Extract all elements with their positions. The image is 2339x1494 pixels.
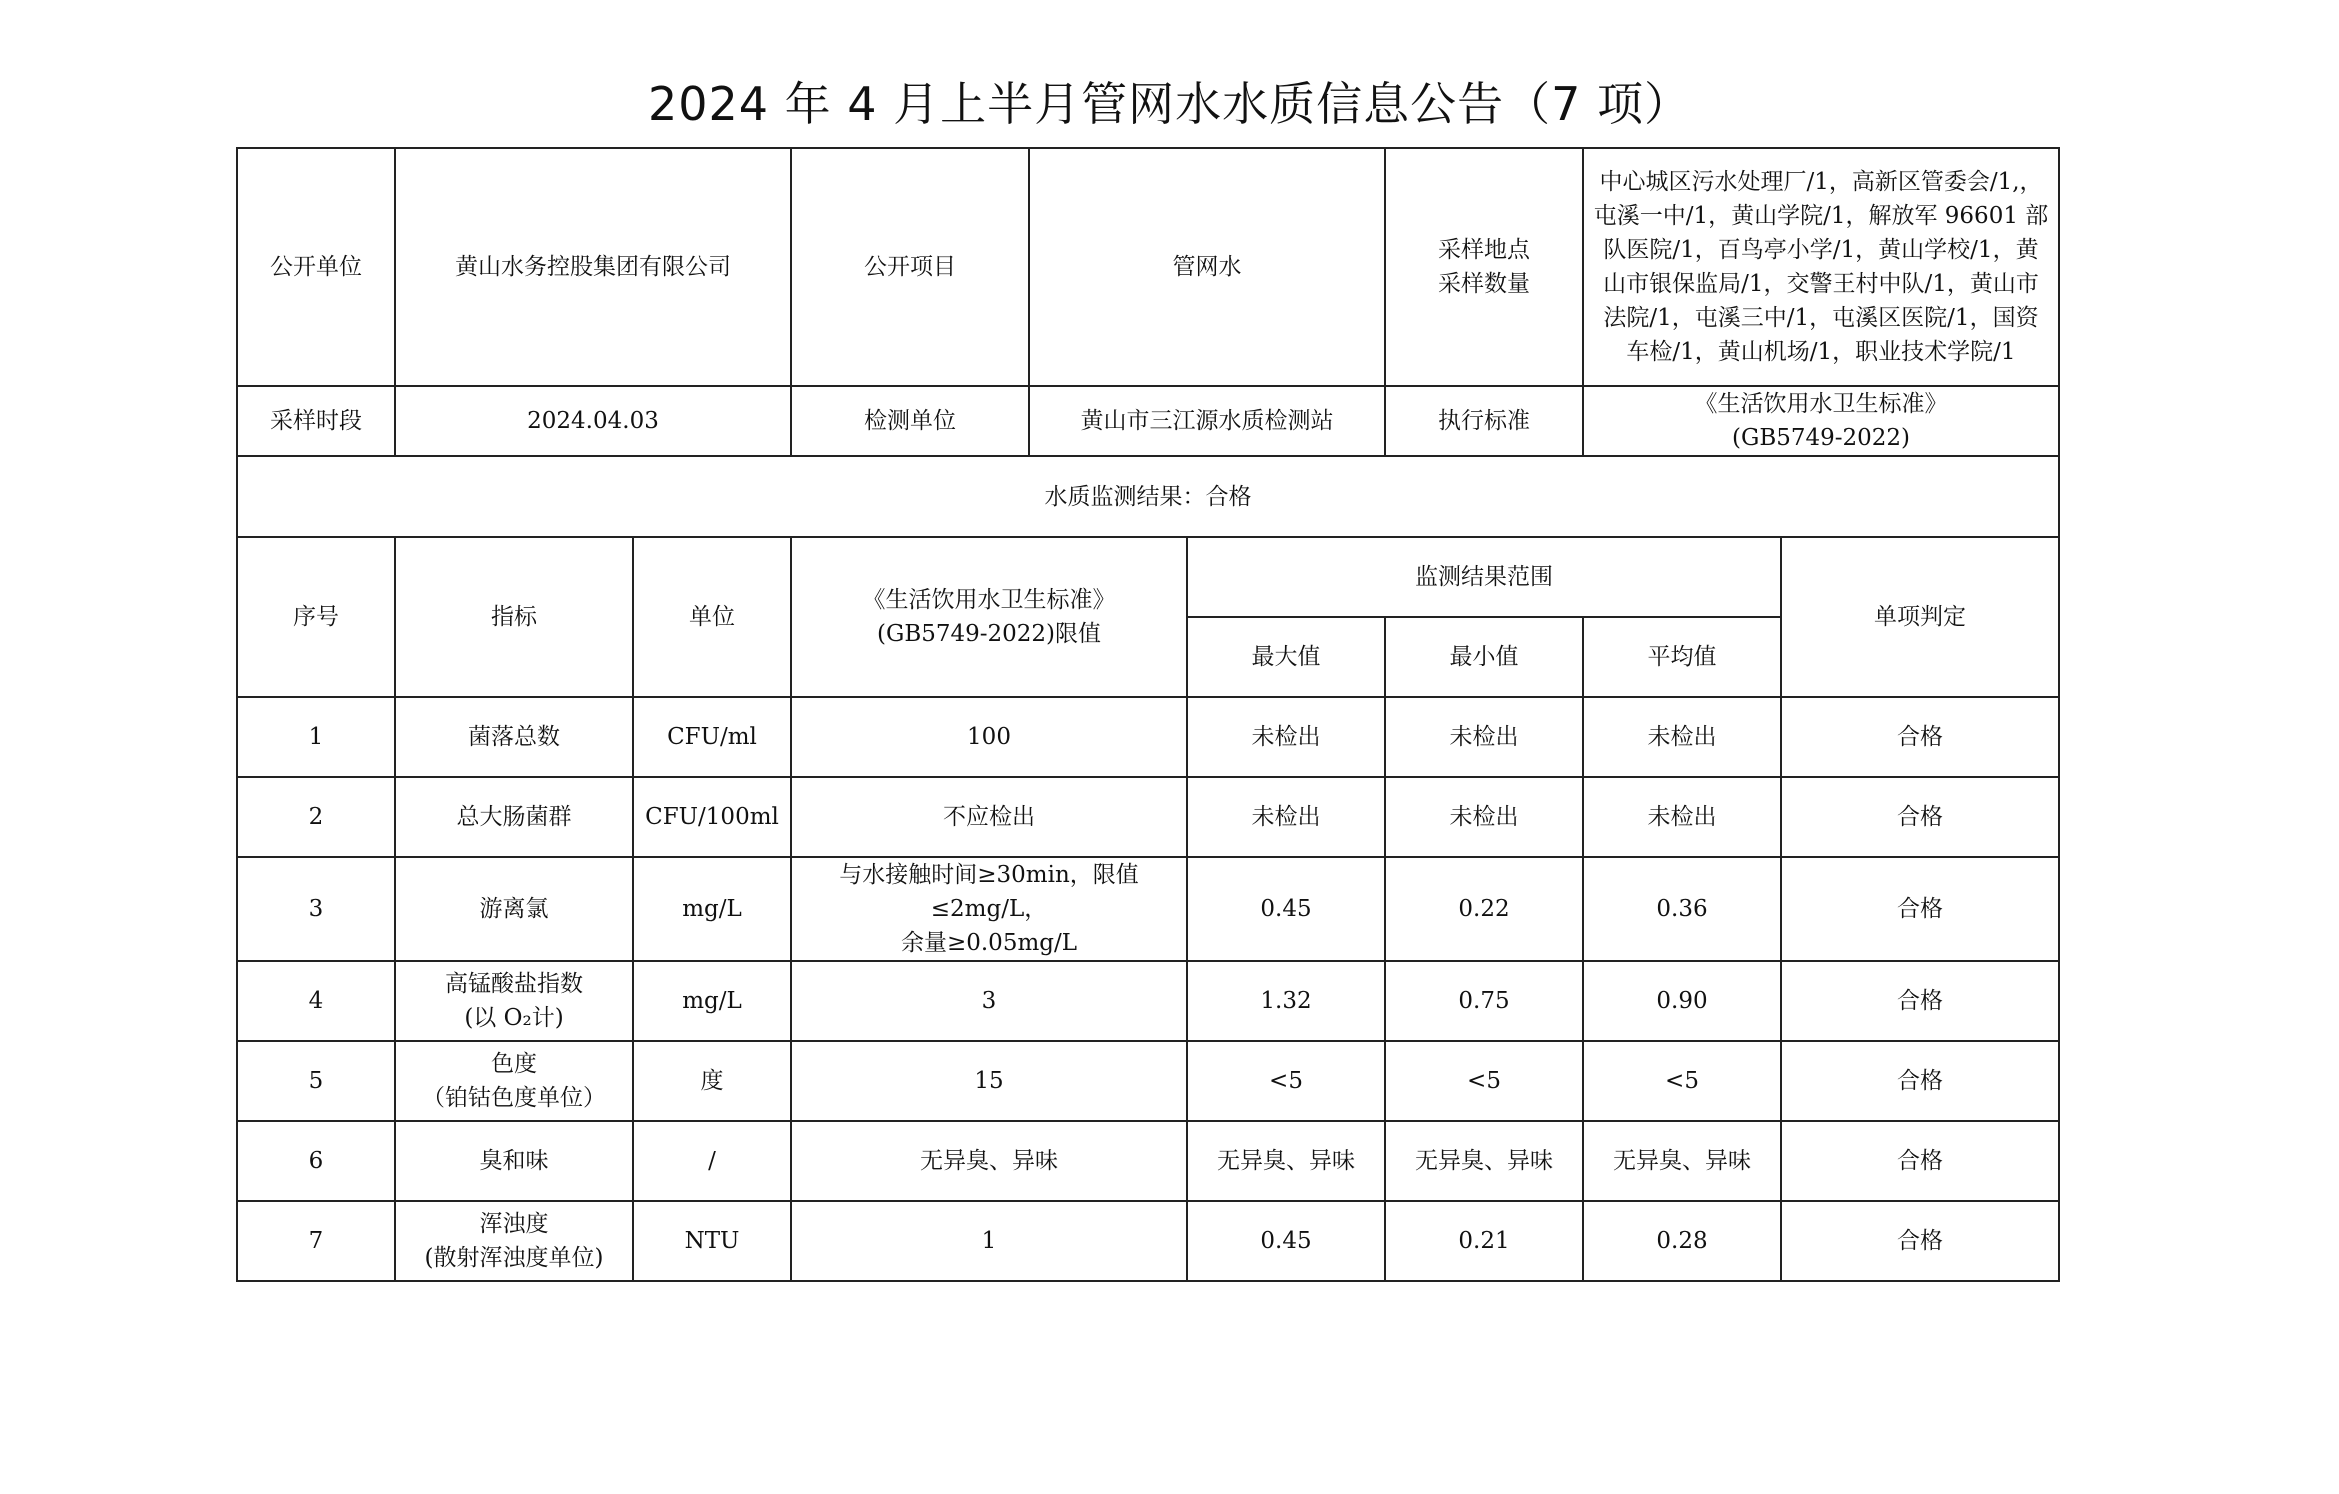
row-min: 0.22 xyxy=(1385,857,1583,961)
row-seq: 6 xyxy=(237,1121,395,1201)
row-seq: 5 xyxy=(237,1041,395,1121)
row-verdict: 合格 xyxy=(1781,697,2059,777)
row-seq: 3 xyxy=(237,857,395,961)
row-limit: 无异臭、异味 xyxy=(791,1121,1187,1201)
row-verdict: 合格 xyxy=(1781,777,2059,857)
row-verdict: 合格 xyxy=(1781,1201,2059,1281)
row-max: 0.45 xyxy=(1187,857,1385,961)
row-indicator xyxy=(395,697,633,777)
standard-label: 执行标准 xyxy=(1385,386,1583,456)
row-limit: 3 xyxy=(791,961,1187,1041)
row-min: 0.21 xyxy=(1385,1201,1583,1281)
header-verdict: 单项判定 xyxy=(1781,537,2059,697)
row-avg: 0.90 xyxy=(1583,961,1781,1041)
header-limit-line1: 《生活饮用水卫生标准》 xyxy=(862,587,1116,613)
row-verdict: 合格 xyxy=(1781,1121,2059,1201)
table-row xyxy=(237,777,2059,857)
row-indicator xyxy=(395,1201,633,1281)
row-unit: / xyxy=(633,1121,791,1201)
indicator-name: 臭和味 xyxy=(479,1148,549,1174)
standard-value xyxy=(1583,386,2059,456)
row-avg: 0.28 xyxy=(1583,1201,1781,1281)
indicator-name: 色度 xyxy=(491,1051,537,1077)
row-avg: 无异臭、异味 xyxy=(1583,1121,1781,1201)
table-row xyxy=(237,1121,2059,1201)
result-summary: 水质监测结果：合格 xyxy=(237,456,2059,537)
row-verdict: 合格 xyxy=(1781,1041,2059,1121)
table-row xyxy=(237,697,2059,777)
row-unit: mg/L xyxy=(633,961,791,1041)
row-limit xyxy=(791,857,1187,961)
header-seq: 序号 xyxy=(237,537,395,697)
row-max: 未检出 xyxy=(1187,777,1385,857)
table-row xyxy=(237,1201,2059,1281)
page-title: 2024 年 4 月上半月管网水水质信息公告（7 项） xyxy=(647,77,1692,131)
row-indicator xyxy=(395,777,633,857)
indicator-note: (散射浑浊度单位) xyxy=(424,1245,604,1271)
indicator-note: （铂钴色度单位） xyxy=(422,1085,606,1111)
row-indicator xyxy=(395,1041,633,1121)
header-row-top xyxy=(237,537,2059,617)
header-min: 最小值 xyxy=(1385,617,1583,697)
sampling-count-label: 采样数量 xyxy=(1438,271,1530,297)
indicator-name: 总大肠菌群 xyxy=(456,804,572,830)
row-verdict: 合格 xyxy=(1781,961,2059,1041)
header-max: 最大值 xyxy=(1187,617,1385,697)
table-row xyxy=(237,857,2059,961)
limit-line1: 与水接触时间≥30min，限值≤2mg/L， xyxy=(839,862,1139,922)
row-unit: CFU/ml xyxy=(633,697,791,777)
result-summary-row xyxy=(237,456,2059,537)
row-limit: 不应检出 xyxy=(791,777,1187,857)
period-value: 2024.04.03 xyxy=(395,386,791,456)
indicator-name: 游离氯 xyxy=(479,896,549,922)
meta-row xyxy=(237,386,2059,456)
row-min: 无异臭、异味 xyxy=(1385,1121,1583,1201)
row-avg: 未检出 xyxy=(1583,697,1781,777)
sampling-sites: 中心城区污水处理厂/1，高新区管委会/1,，屯溪一中/1，黄山学院/1，解放军 96601 部队医院/1，百鸟亭小学/1，黄山学校/1，黄山市银保监局/1，交警王村中队/1，黄山市法院/1，屯溪三中/1，屯溪区医院/1，国资车检/1，黄山机场/1，职业技术学院/1 xyxy=(1583,148,2059,386)
header-range: 监测结果范围 xyxy=(1187,537,1781,617)
row-avg: 未检出 xyxy=(1583,777,1781,857)
indicator-name: 高锰酸盐指数 xyxy=(445,971,583,997)
limit-line2: 余量≥0.05mg/L xyxy=(900,930,1078,956)
row-unit: NTU xyxy=(633,1201,791,1281)
period-label: 采样时段 xyxy=(237,386,395,456)
row-indicator xyxy=(395,857,633,961)
indicator-name: 菌落总数 xyxy=(468,724,560,750)
row-limit: 1 xyxy=(791,1201,1187,1281)
info-row xyxy=(237,148,2059,386)
row-max: 无异臭、异味 xyxy=(1187,1121,1385,1201)
sampling-location-label: 采样地点 xyxy=(1438,237,1530,263)
row-seq: 2 xyxy=(237,777,395,857)
row-seq: 4 xyxy=(237,961,395,1041)
row-min: 未检出 xyxy=(1385,697,1583,777)
row-indicator xyxy=(395,961,633,1041)
indicator-name: 浑浊度 xyxy=(479,1211,549,1237)
row-unit: 度 xyxy=(633,1041,791,1121)
row-limit: 15 xyxy=(791,1041,1187,1121)
row-seq: 1 xyxy=(237,697,395,777)
item-value: 管网水 xyxy=(1029,148,1385,386)
row-avg: <5 xyxy=(1583,1041,1781,1121)
lab-label: 检测单位 xyxy=(791,386,1029,456)
standard-code: (GB5749-2022) xyxy=(1731,425,1911,451)
row-unit: mg/L xyxy=(633,857,791,961)
water-quality-table xyxy=(236,147,2060,1282)
header-limit xyxy=(791,537,1187,697)
row-limit: 100 xyxy=(791,697,1187,777)
publisher-value: 黄山水务控股集团有限公司 xyxy=(395,148,791,386)
header-indicator: 指标 xyxy=(395,537,633,697)
sampling-label xyxy=(1385,148,1583,386)
row-min: 未检出 xyxy=(1385,777,1583,857)
item-label: 公开项目 xyxy=(791,148,1029,386)
publisher-label: 公开单位 xyxy=(237,148,395,386)
row-seq: 7 xyxy=(237,1201,395,1281)
table-row xyxy=(237,961,2059,1041)
row-max: 1.32 xyxy=(1187,961,1385,1041)
row-max: <5 xyxy=(1187,1041,1385,1121)
lab-value: 黄山市三江源水质检测站 xyxy=(1029,386,1385,456)
standard-name: 《生活饮用水卫生标准》 xyxy=(1694,391,1948,417)
header-avg: 平均值 xyxy=(1583,617,1781,697)
row-unit: CFU/100ml xyxy=(633,777,791,857)
row-avg: 0.36 xyxy=(1583,857,1781,961)
row-min: 0.75 xyxy=(1385,961,1583,1041)
row-max: 0.45 xyxy=(1187,1201,1385,1281)
row-indicator xyxy=(395,1121,633,1201)
header-limit-line2: (GB5749-2022)限值 xyxy=(876,621,1102,647)
row-max: 未检出 xyxy=(1187,697,1385,777)
row-min: <5 xyxy=(1385,1041,1583,1121)
header-unit: 单位 xyxy=(633,537,791,697)
indicator-note: (以 O₂计) xyxy=(464,1005,564,1031)
table-row xyxy=(237,1041,2059,1121)
row-verdict: 合格 xyxy=(1781,857,2059,961)
